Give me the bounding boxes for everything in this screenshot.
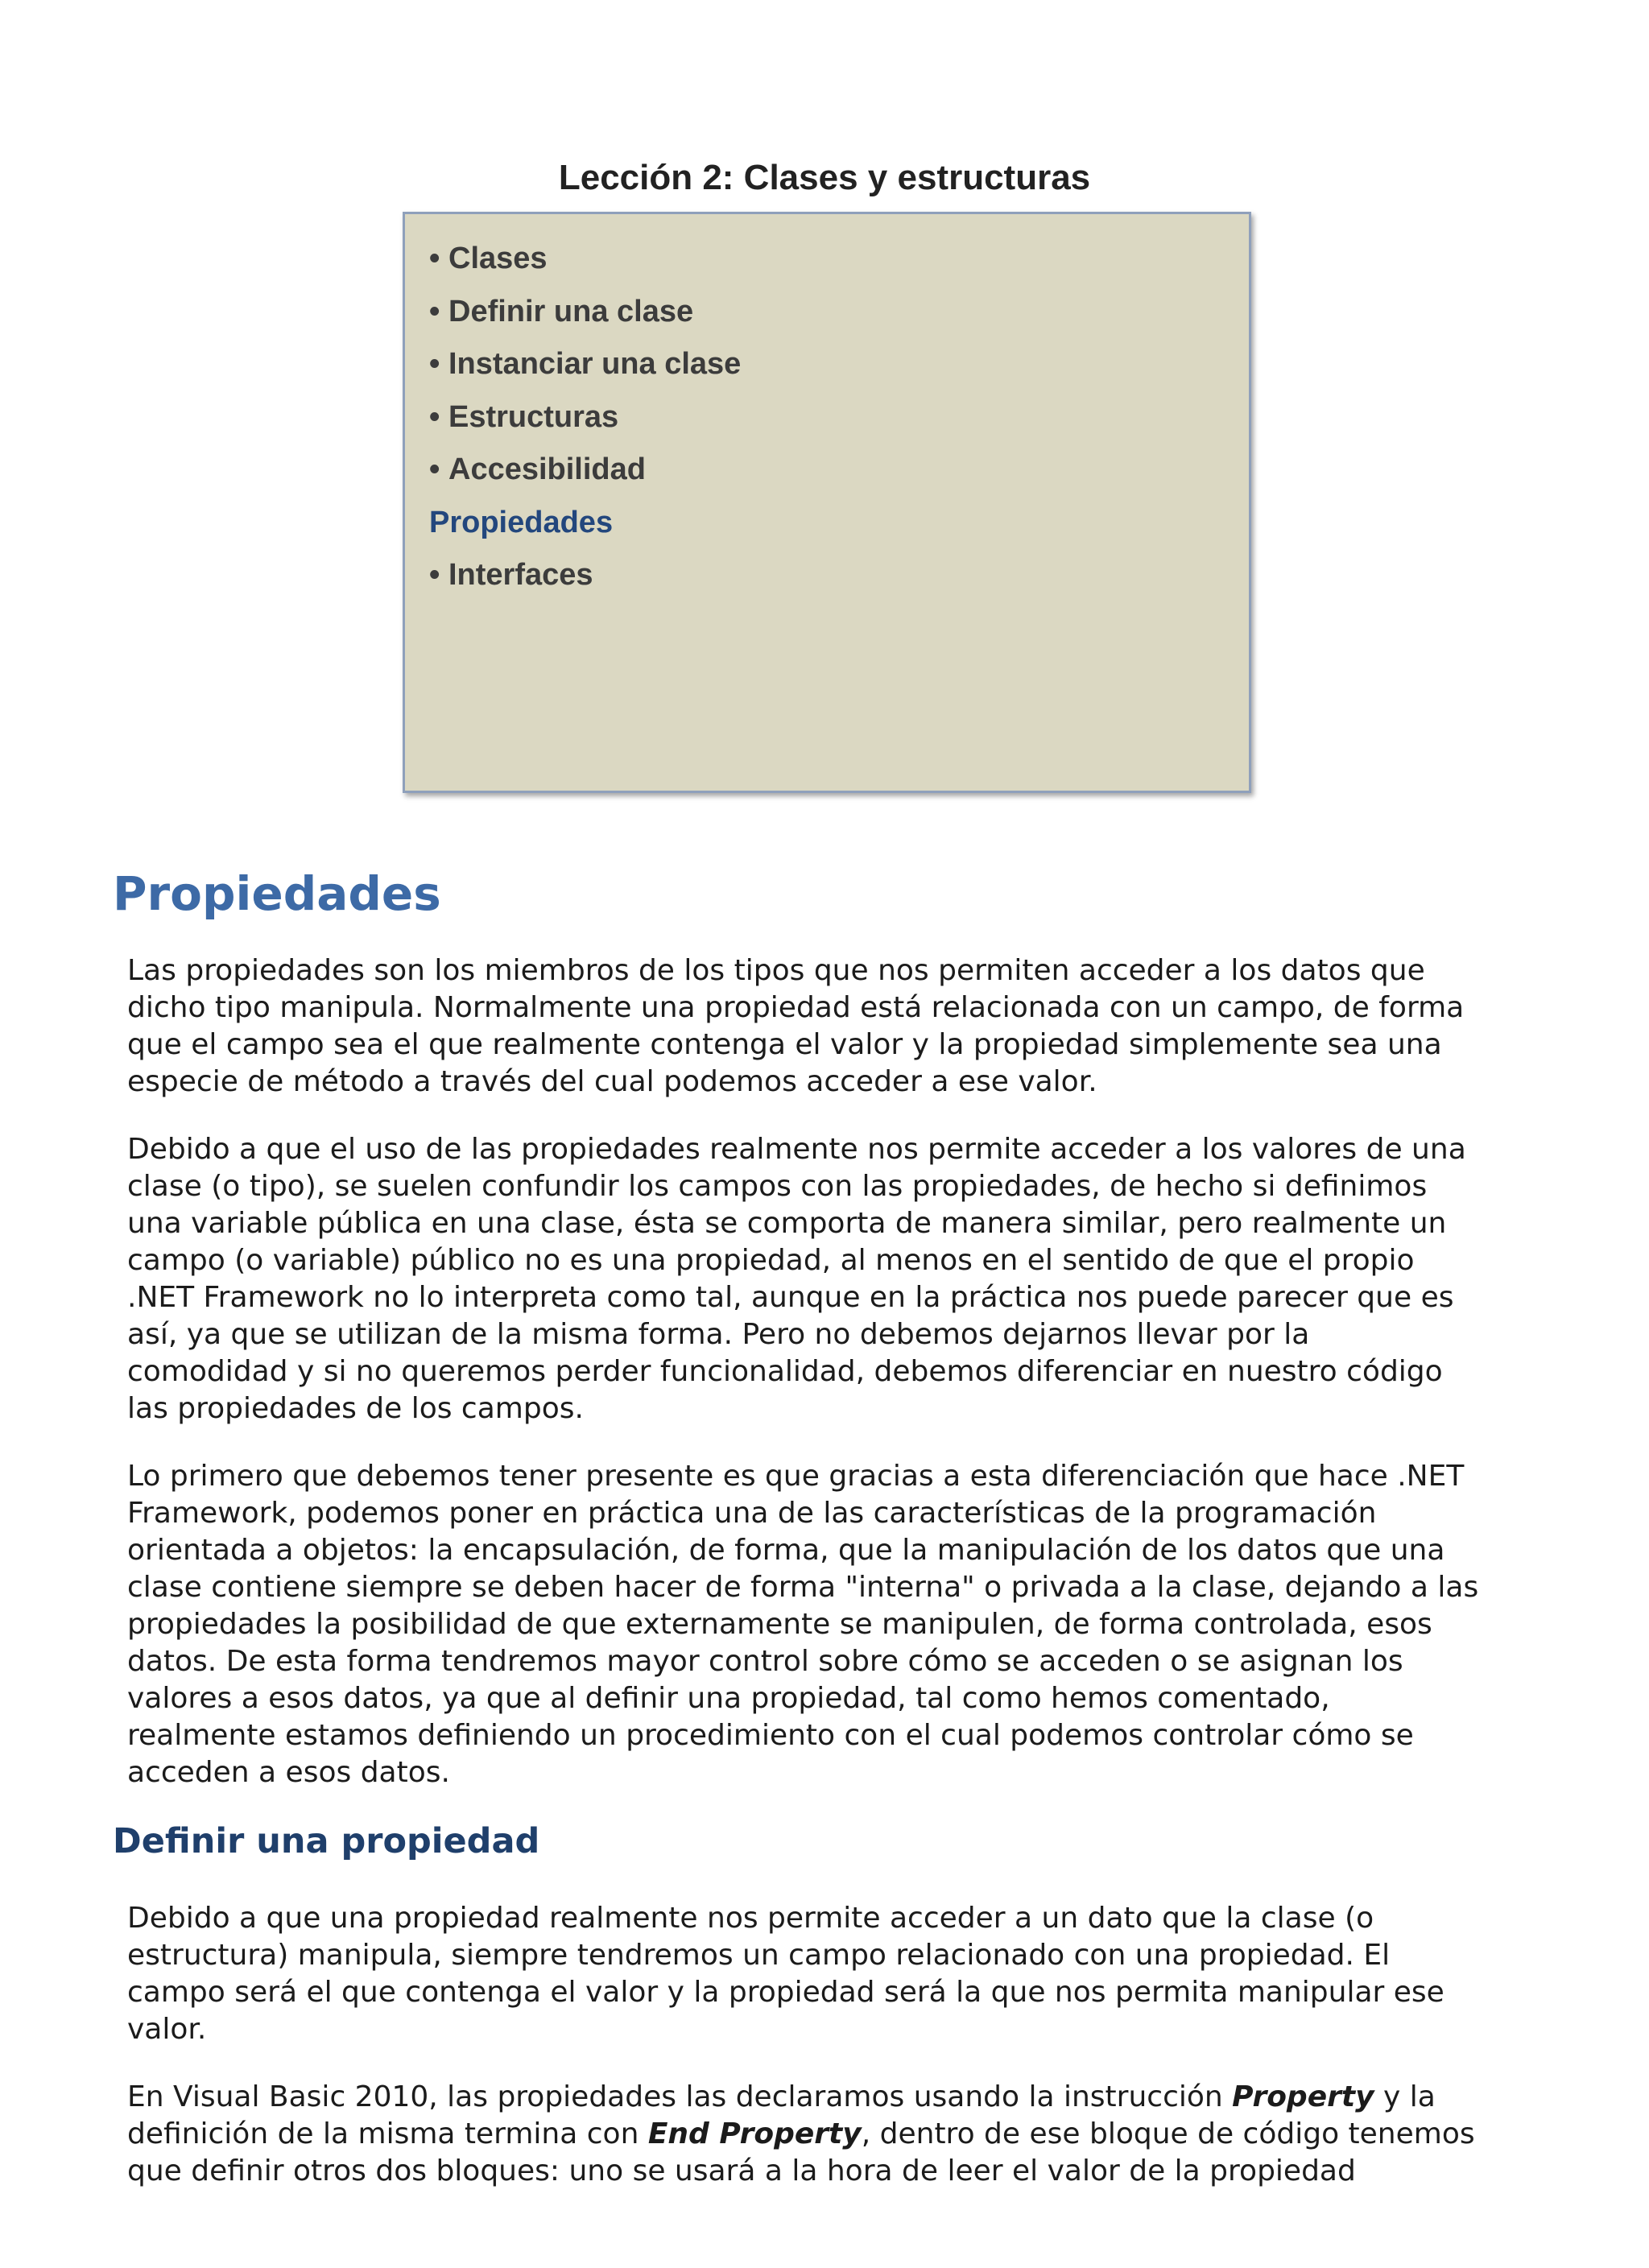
text-line: .NET Framework no lo interpreta como tal, aunque en la práctica nos puede parecer que es <box>127 1281 1454 1314</box>
text-line: que definir otros dos bloques: uno se usará a la hora de leer el valor de la propiedad <box>127 2154 1356 2187</box>
section-title: Propiedades <box>113 866 441 921</box>
bullet: • <box>429 452 440 486</box>
keyword-property: Property <box>1232 2080 1374 2113</box>
text-line <box>127 2116 1528 2153</box>
paragraph <box>127 1900 1528 2048</box>
text-segment: definición de la misma termina con <box>127 2117 648 2150</box>
text-line: acceden a esos datos. <box>127 1756 450 1789</box>
text-line: comodidad y si no queremos perder funcionalidad, debemos diferenciar en nuestro código <box>127 1355 1443 1388</box>
text-line: así, ya que se utilizan de la misma forma. Pero no debemos dejarnos llevar por la <box>127 1318 1310 1351</box>
lesson-topic-label: Instanciar una clase <box>448 347 742 381</box>
text-line: Debido a que el uso de las propiedades realmente nos permite acceder a los valores de una <box>127 1133 1466 1166</box>
text-line: estructura) manipula, siempre tendremos un campo relacionado con una propiedad. El <box>127 1939 1391 1972</box>
lesson-topic-label: Propiedades <box>429 505 614 539</box>
text-line: valores a esos datos, ya que al definir una propiedad, tal como hemos comentado, <box>127 1682 1330 1715</box>
text-line: Lo primero que debemos tener presente es que gracias a esta diferenciación que hace .NET <box>127 1460 1465 1493</box>
text-line: Debido a que una propiedad realmente nos permite acceder a un dato que la clase (o <box>127 1902 1374 1935</box>
lesson-topic-label: Definir una clase <box>448 294 694 328</box>
text-segment: y la <box>1374 2080 1436 2113</box>
text-line: propiedades la posibilidad de que externamente se manipulen, de forma controlada, esos <box>127 1608 1432 1641</box>
text-line: que el campo sea el que realmente contenga el valor y la propiedad simplemente sea una <box>127 1028 1442 1061</box>
lesson-topic-label: Estructuras <box>448 399 619 434</box>
paragraph <box>127 1458 1528 1791</box>
paragraph <box>127 952 1528 1101</box>
lesson-topic-list <box>429 232 1249 601</box>
text-line: especie de método a través del cual podemos acceder a ese valor. <box>127 1065 1097 1098</box>
text-line: realmente estamos definiendo un procedimiento con el cual podemos controlar cómo se <box>127 1719 1414 1752</box>
text-line: valor. <box>127 2013 207 2046</box>
text-segment: En Visual Basic 2010, las propiedades las declaramos usando la instrucción <box>127 2080 1233 2113</box>
lesson-slide-title: Lección 2: Clases y estructuras <box>558 158 1091 197</box>
lesson-topic-item <box>429 443 1249 496</box>
bullet: • <box>429 294 440 328</box>
bullet: • <box>429 347 440 381</box>
text-line <box>127 2079 1528 2116</box>
text-line: Framework, podemos poner en práctica una de las características de la programación <box>127 1497 1377 1530</box>
text-line: campo será el que contenga el valor y la propiedad será la que nos permita manipular ese <box>127 1976 1444 2009</box>
lesson-topic-item <box>429 285 1249 338</box>
bullet: • <box>429 242 440 275</box>
bullet: • <box>429 558 440 592</box>
lesson-topic-item <box>429 232 1249 285</box>
lesson-topic-item <box>429 337 1249 390</box>
paragraph <box>127 2079 1528 2190</box>
lesson-topic-label: Accesibilidad <box>448 452 646 486</box>
lesson-topic-item <box>429 548 1249 601</box>
text-line: las propiedades de los campos. <box>127 1392 584 1425</box>
text-line: dicho tipo manipula. Normalmente una propiedad está relacionada con un campo, de forma <box>127 991 1465 1024</box>
lesson-topic-item-current <box>429 496 1249 549</box>
text-line: campo (o variable) público no es una propiedad, al menos en el sentido de que el propio <box>127 1244 1415 1277</box>
bullet: • <box>429 399 440 434</box>
text-line: orientada a objetos: la encapsulación, de forma, que la manipulación de los datos que una <box>127 1534 1445 1567</box>
lesson-topic-label: Clases <box>448 242 548 275</box>
text-segment: , dentro de ese bloque de código tenemos <box>861 2117 1475 2150</box>
paragraph <box>127 1131 1528 1427</box>
keyword-end-property: End Property <box>647 2117 862 2150</box>
lesson-topic-item <box>429 390 1249 444</box>
subsection-title: Definir una propiedad <box>113 1821 540 1861</box>
lesson-slide-box <box>403 212 1251 793</box>
text-line: clase contiene siempre se deben hacer de forma "interna" o privada a la clase, dejando a las <box>127 1571 1479 1604</box>
text-line: Las propiedades son los miembros de los tipos que nos permiten acceder a los datos que <box>127 954 1425 987</box>
lesson-topic-label: Interfaces <box>448 558 593 592</box>
text-line: una variable pública en una clase, ésta se comporta de manera similar, pero realmente un <box>127 1207 1447 1240</box>
text-line: clase (o tipo), se suelen confundir los campos con las propiedades, de hecho si definimos <box>127 1170 1428 1203</box>
text-line: datos. De esta forma tendremos mayor control sobre cómo se acceden o se asignan los <box>127 1645 1403 1678</box>
